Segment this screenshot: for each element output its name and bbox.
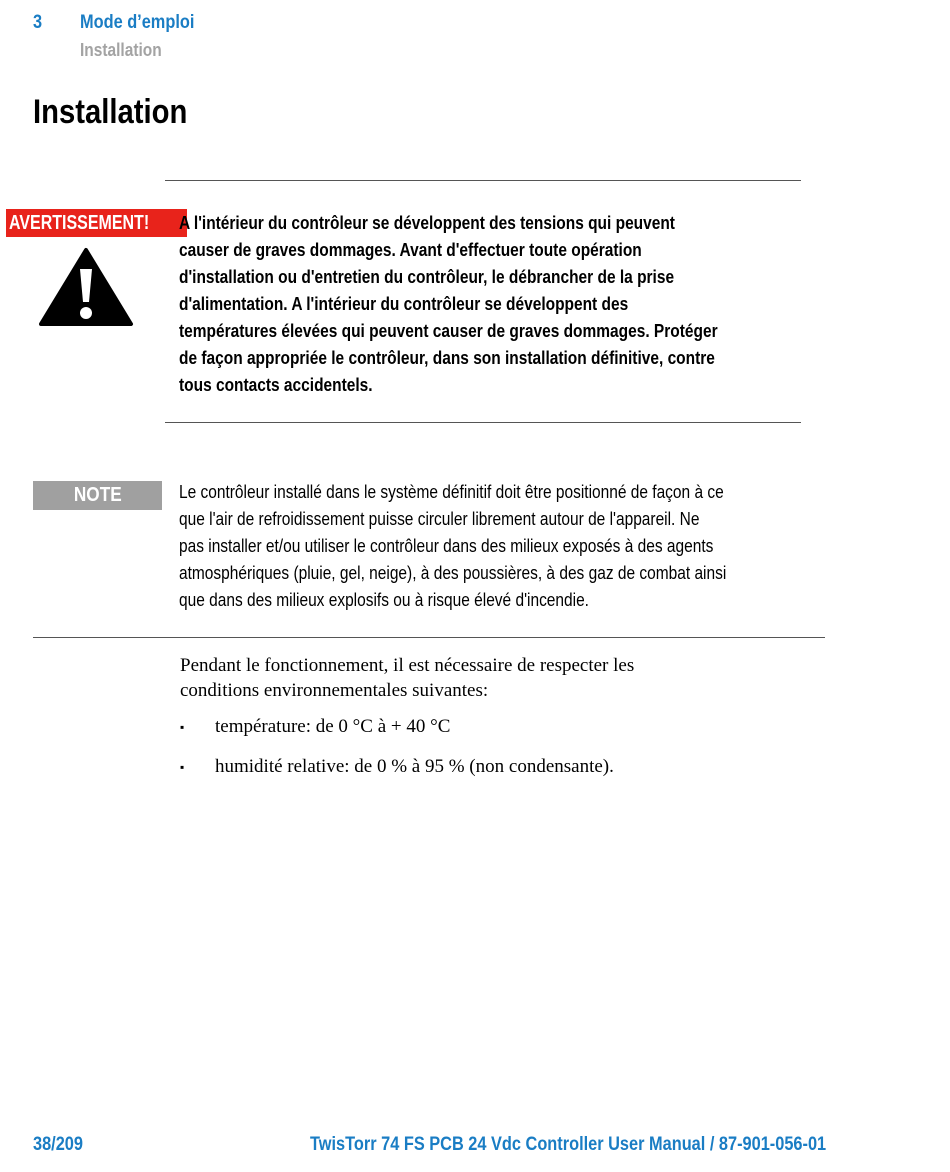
bullet-icon: ▪ <box>180 760 185 775</box>
warning-line: de façon appropriée le contrôleur, dans son installation définitive, contre <box>179 348 715 368</box>
warning-text <box>179 210 799 399</box>
body-line: conditions environnementales suivantes: <box>180 680 489 701</box>
chapter-title: Mode d’emploi <box>80 12 195 33</box>
note-line: atmosphériques (pluie, gel, neige), à des poussières, à des gaz de combat ainsi <box>179 563 727 583</box>
warning-badge <box>6 209 187 237</box>
warning-triangle-icon <box>38 247 134 327</box>
note-badge <box>33 481 162 510</box>
note-text <box>179 479 839 614</box>
page-title: Installation <box>33 93 188 131</box>
warning-line: d'alimentation. A l'intérieur du contrôleur se développent des <box>179 294 629 314</box>
footer-doc-title-text: TwisTorr 74 FS PCB 24 Vdc Controller User Manual / 87-901-056-01 <box>309 1134 826 1155</box>
warning-badge-label: AVERTISSEMENT! <box>9 212 150 234</box>
warning-line: températures élevées qui peuvent causer de graves dommages. Protéger <box>179 321 718 341</box>
note-line: que l'air de refroidissement puisse circuler librement autour de l'appareil. Ne <box>179 509 700 529</box>
note-bottom-divider <box>33 637 825 638</box>
warning-bottom-divider <box>165 422 801 423</box>
list-item-text: humidité relative: de 0 % à 95 % (non condensante). <box>215 756 614 777</box>
page-number: 38/209 <box>33 1134 83 1155</box>
list-item <box>180 756 614 778</box>
warning-line: tous contacts accidentels. <box>179 375 373 395</box>
warning-line: causer de graves dommages. Avant d'effectuer toute opération <box>179 240 642 260</box>
note-line: pas installer et/ou utiliser le contrôleur dans des milieux exposés à des agents <box>179 536 714 556</box>
list-item-text: température: de 0 °C à + 40 °C <box>215 716 451 737</box>
body-line: Pendant le fonctionnement, il est nécessaire de respecter les <box>180 655 635 676</box>
note-line: Le contrôleur installé dans le système définitif doit être positionné de façon à ce <box>179 482 724 502</box>
bullet-icon: ▪ <box>180 720 185 735</box>
note-badge-label: NOTE <box>73 484 122 506</box>
warning-line: d'installation ou d'entretien du contrôleur, le débrancher de la prise <box>179 267 675 287</box>
chapter-number: 3 <box>33 12 43 33</box>
section-title: Installation <box>80 40 162 60</box>
warning-top-divider <box>165 180 801 181</box>
list-item <box>180 716 450 738</box>
warning-line: A l'intérieur du contrôleur se développent des tensions qui peuvent <box>179 213 675 233</box>
note-line: que dans des milieux explosifs ou à risque élevé d'incendie. <box>179 590 589 610</box>
body-paragraph <box>180 653 820 703</box>
footer-doc-title <box>226 1134 826 1156</box>
